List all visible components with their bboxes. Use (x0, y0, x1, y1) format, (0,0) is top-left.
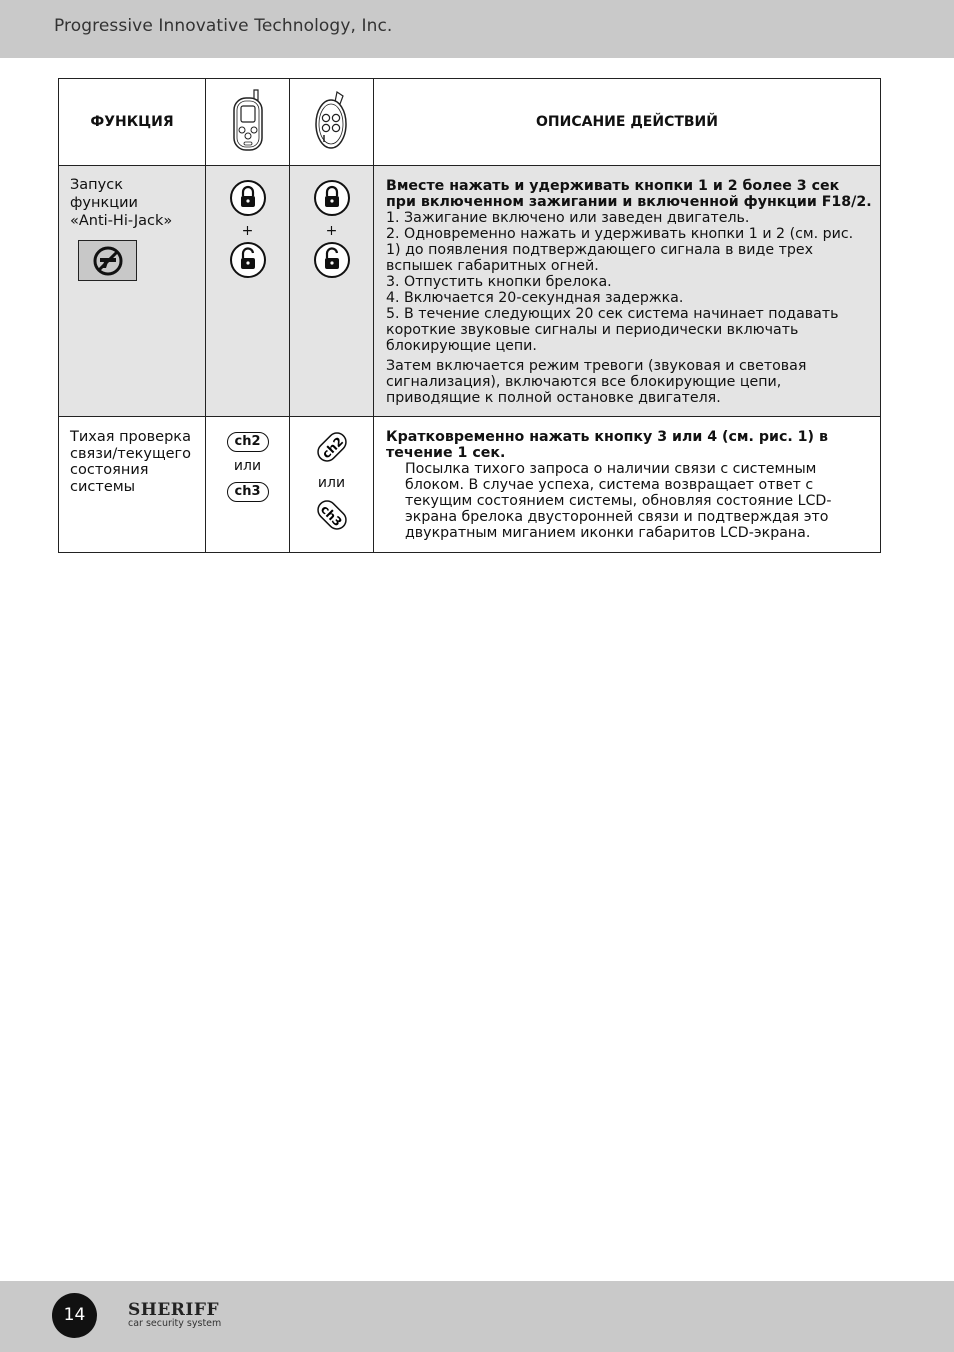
function-table (58, 78, 881, 553)
plus-sign: + (325, 223, 338, 239)
function-line: Запуск (70, 177, 123, 193)
step-item: 2. Одновременно нажать и удерживать кнопки 1 и 2 (см. рис. 1) до появления подтверждающего сигнала в виде трех вспышек габаритных огней. (386, 226, 854, 274)
alarm-note: Затем включается режим тревоги (звуковая и световая сигнализация), включаются все блокирующие цепи, приводящие к полной остановке двигателя. (386, 358, 807, 406)
function-cell (59, 166, 206, 417)
or-label: или (233, 458, 262, 474)
header-description: ОПИСАНИЕ ДЕЙСТВИЙ (374, 79, 881, 166)
function-line: Тихая проверка (70, 429, 191, 445)
anti-hijack-icon-box (78, 240, 137, 281)
header-function: ФУНКЦИЯ (59, 79, 206, 166)
step-item: 5. В течение следующих 20 сек система начинает подавать короткие звуковые сигналы и периодически включать блокирующие цепи. (386, 306, 839, 354)
plus-sign: + (241, 223, 254, 239)
header-remote-4btn (290, 79, 374, 166)
function-line: системы (70, 478, 136, 495)
lcd-remote-icon (228, 88, 268, 152)
function-line: связи/текущего (70, 445, 192, 462)
description-cell (374, 417, 881, 553)
description-bold: Кратковременно нажать кнопку 3 или 4 (см. рис. 1) в течение 1 сек. (386, 429, 828, 461)
ch2-button: ch2 (227, 432, 269, 452)
lock-button-icon (313, 179, 351, 217)
company-name: Progressive Innovative Technology, Inc. (54, 16, 393, 36)
lcd-remote-buttons-cell (206, 417, 290, 553)
4btn-remote-buttons-cell (290, 166, 374, 417)
lock-button-icon (229, 179, 267, 217)
function-line: функции (70, 195, 138, 211)
step-item: 4. Включается 20-секундная задержка. (386, 290, 684, 306)
table-row (59, 166, 881, 417)
unlock-button-icon (313, 241, 351, 279)
lcd-remote-buttons-cell (206, 166, 290, 417)
table-header-row (59, 79, 881, 166)
4-button-remote-icon (312, 88, 352, 152)
description-detail: Посылка тихого запроса о наличии связи с системным блоком. В случае успеха, система возвращает ответ с текущим состоянием системы, обновляя состояние LCD-экрана брелока двусторонней связи и подтверждая это двукратным миганием иконки габаритов LCD-экрана. (405, 461, 832, 541)
or-label: или (317, 475, 346, 491)
ch3-button: ch3 (227, 482, 269, 502)
function-cell (59, 417, 206, 553)
function-line: «Anti-Hi-Jack» (70, 213, 173, 229)
table-row (59, 417, 881, 553)
brand-logo: SHERIFF (128, 1300, 220, 1320)
ch2-rotated-label: ch2 (318, 434, 346, 462)
brand-tagline: car security system (128, 1318, 222, 1329)
4btn-remote-buttons-cell (290, 417, 374, 553)
anti-hijack-icon (92, 245, 124, 277)
header-remote-lcd (206, 79, 290, 166)
unlock-button-icon (229, 241, 267, 279)
step-item: 3. Отпустить кнопки брелока. (386, 274, 612, 290)
description-bold: Вместе нажать и удерживать кнопки 1 и 2 более 3 сек при включенном зажигании и включенной функции F18/2. (386, 178, 872, 210)
ch2-rotated-button (312, 429, 352, 465)
ch3-rotated-label: ch3 (317, 502, 345, 530)
step-item: 1. Зажигание включено или заведен двигатель. (386, 210, 750, 226)
ch3-rotated-button (312, 497, 352, 533)
page-number: 14 (52, 1293, 97, 1338)
function-line: состояния (70, 462, 149, 478)
description-cell (374, 166, 881, 417)
